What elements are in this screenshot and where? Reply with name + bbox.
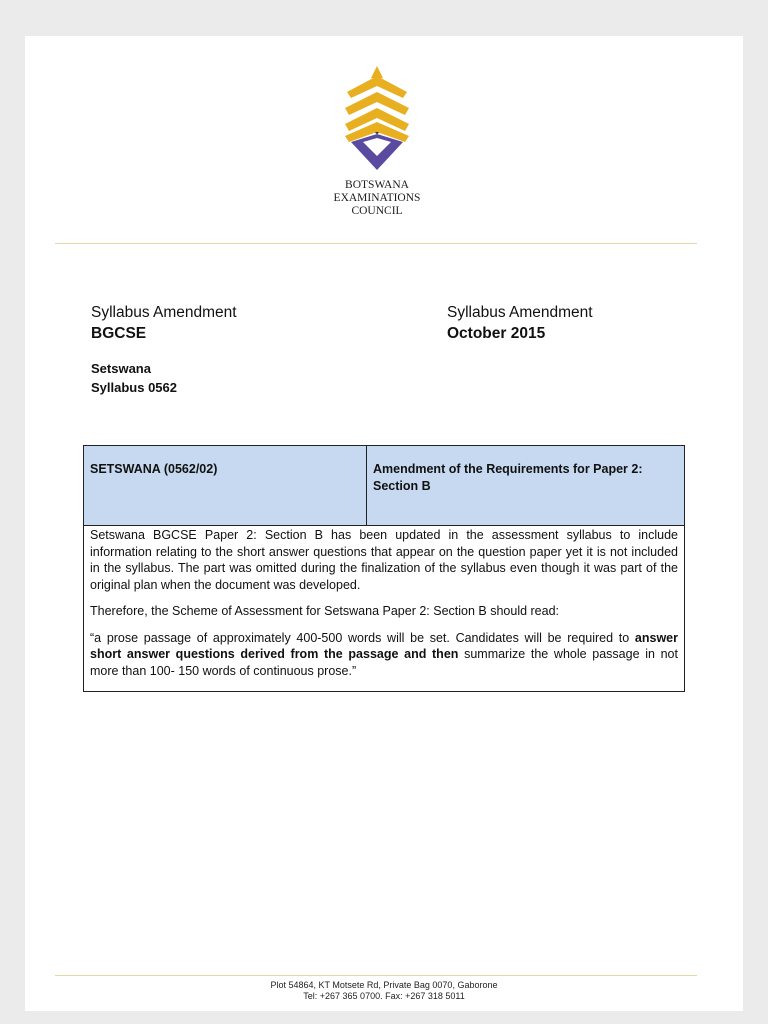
body-quote (90, 630, 678, 680)
table-header-subject: SETSWANA (0562/02) (84, 446, 367, 526)
org-name-line-2: EXAMINATIONS (333, 192, 421, 204)
right-subtitle: October 2015 (447, 325, 546, 342)
table-header-row (84, 446, 685, 526)
body-paragraph-1: Setswana BGCSE Paper 2: Section B has been updated in the assessment syllabus to include information relating to the short answer questions that appear on the question paper yet it is not included in the syllabus. The part was omitted during the finalization of the syllabus even though it was part of the original plan when the document was developed. (90, 528, 678, 592)
header-right-block (447, 302, 593, 344)
quote-bold: answer short answer questions derived from the passage and then (90, 630, 678, 661)
subject-name: Setswana (91, 361, 151, 376)
bec-logo (341, 66, 413, 170)
left-title: Syllabus Amendment (91, 304, 237, 321)
left-subtitle: BGCSE (91, 325, 147, 342)
document-page (25, 36, 743, 1011)
org-name (295, 179, 459, 218)
right-title: Syllabus Amendment (447, 304, 593, 321)
footer-address: Plot 54864, KT Motsete Rd, Private Bag 0070, Gaborone (270, 980, 498, 990)
quote-end: summarize the whole passage in not more than 100- 150 words of continuous prose.” (90, 647, 678, 678)
org-name-line-3: COUNCIL (351, 205, 403, 217)
table-body-row (84, 526, 685, 692)
org-name-line-1: BOTSWANA (345, 179, 409, 191)
table-body-cell (84, 526, 685, 692)
footer (25, 980, 743, 1002)
footer-contact: Tel: +267 365 0700. Fax: +267 318 5011 (303, 991, 465, 1001)
header-left-block (91, 302, 237, 344)
body-paragraph-2: Therefore, the Scheme of Assessment for Setswana Paper 2: Section B should read: (90, 604, 560, 618)
quote-start: “a prose passage of approximately 400-500 words will be set. Candidates will be required to (90, 630, 635, 645)
table-header-amendment: Amendment of the Requirements for Paper 2: Section B (367, 446, 685, 526)
footer-divider (55, 975, 697, 976)
amendment-table (83, 445, 685, 692)
header-divider (55, 243, 697, 244)
syllabus-number: Syllabus 0562 (91, 380, 177, 395)
subject-block (91, 359, 177, 397)
